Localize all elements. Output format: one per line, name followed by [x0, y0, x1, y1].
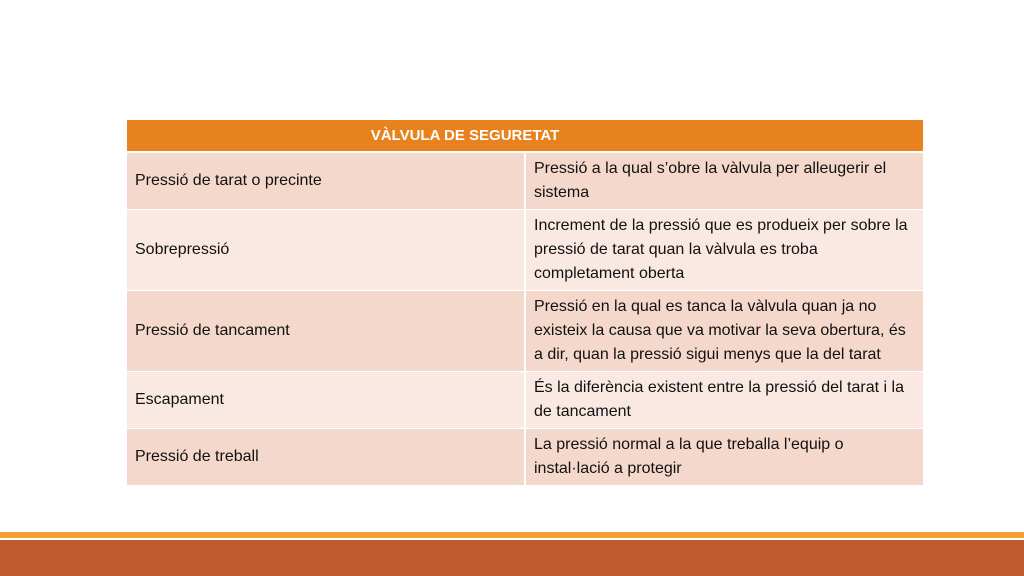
definition-cell: Pressió a la qual s’obre la vàlvula per alleugerir el sistema [525, 152, 923, 210]
table-row [127, 291, 923, 372]
table-row [127, 152, 923, 210]
term-cell: Pressió de tancament [127, 291, 525, 372]
term-cell: Pressió de treball [127, 429, 525, 486]
definition-cell: És la diferència existent entre la pressió del tarat i la de tancament [525, 372, 923, 429]
term-cell: Escapament [127, 372, 525, 429]
table-header-row [127, 120, 923, 152]
table-title-text: VÀLVULA DE SEGURETAT [370, 127, 560, 144]
definition-cell: Pressió en la qual es tanca la vàlvula quan ja no existeix la causa que va motivar la seva obertura, és a dir, quan la pressió sigui menys que la del tarat [525, 291, 923, 372]
table-title [127, 120, 923, 152]
table-row [127, 372, 923, 429]
term-cell: Pressió de tarat o precinte [127, 152, 525, 210]
table-row [127, 429, 923, 486]
safety-valve-table-container [127, 120, 923, 486]
definition-cell: Increment de la pressió que es produeix per sobre la pressió de tarat quan la vàlvula es troba completament oberta [525, 210, 923, 291]
footer-accent-line [0, 532, 1024, 538]
footer-bar [0, 540, 1024, 576]
safety-valve-table [127, 120, 923, 486]
term-cell: Sobrepressió [127, 210, 525, 291]
table-row [127, 210, 923, 291]
definition-cell: La pressió normal a la que treballa l’equip o instal·lació a protegir [525, 429, 923, 486]
